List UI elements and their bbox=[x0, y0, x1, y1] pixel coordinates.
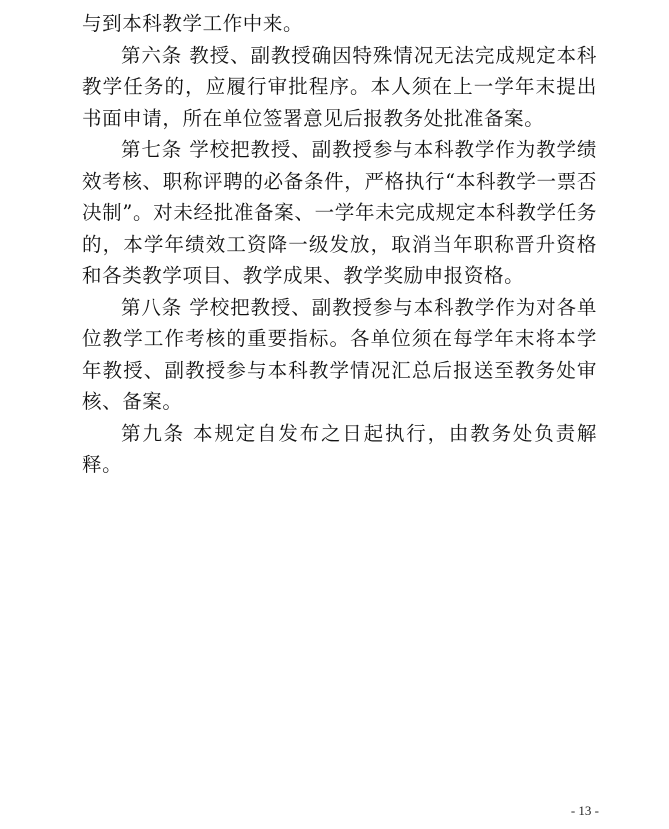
document-body bbox=[82, 8, 597, 481]
article-9-paragraph: 第九条 本规定自发布之日起执行，由教务处负责解释。 bbox=[82, 421, 597, 476]
article-6-paragraph: 第六条 教授、副教授确因特殊情况无法完成规定本科教学任务的，应履行审批程序。本人须在上一学年末提出书面申请，所在单位签署意见后报教务处批准备案。 bbox=[82, 43, 597, 130]
article-8-paragraph: 第八条 学校把教授、副教授参与本科教学作为对各单位教学工作考核的重要指标。各单位须在每学年末将本学年教授、副教授参与本科教学情况汇总后报送至教务处审核、备案。 bbox=[82, 295, 597, 413]
page-number: - 13 - bbox=[570, 803, 599, 818]
paragraph-continuation: 与到本科教学工作中来。 bbox=[82, 12, 304, 35]
article-7-paragraph: 第七条 学校把教授、副教授参与本科教学作为教学绩效考核、职称评聘的必备条件，严格执行“本科教学一票否决制”。对未经批准备案、一学年未完成规定本科教学任务的，本学年绩效工资降一级发放，取消当年职称晋升资格和各类教学项目、教学成果、教学奖励申报资格。 bbox=[82, 138, 597, 287]
